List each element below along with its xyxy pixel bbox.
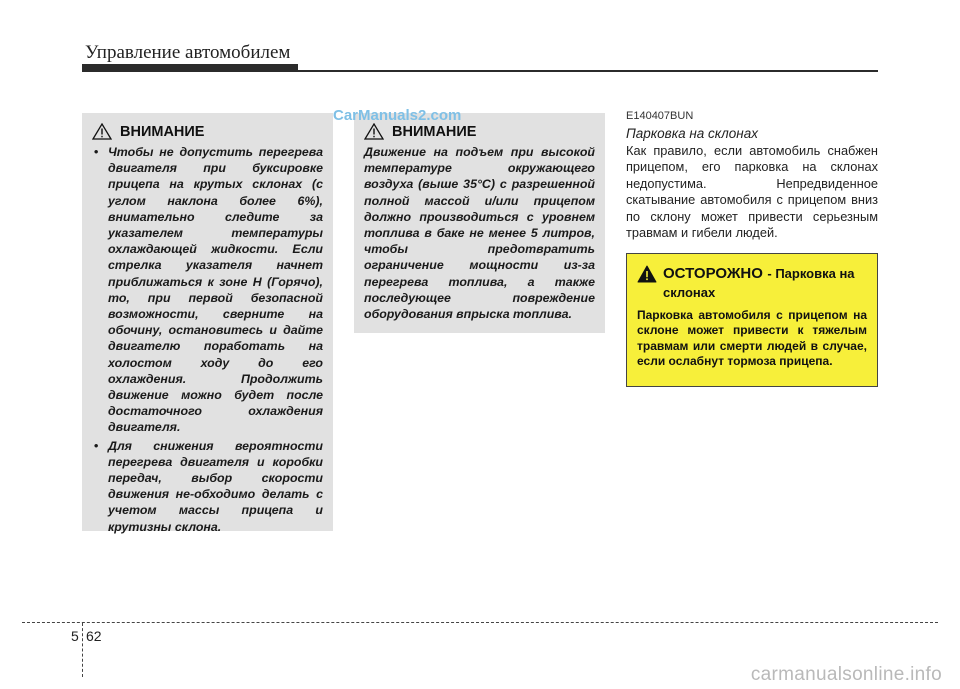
section-body-text: Как правило, если автомобиль снабжен прицепом, его парковка на склонах недопустима. Непредвиденное скатывание автомобиля с прицепом вниз по склону может привести серьезным травмам и гибели людей.	[626, 143, 878, 241]
footer-divider	[82, 623, 83, 677]
caution-text: Парковка автомобиля с прицепом на склоне может привести к тяжелым травмам или смерти людей в случае, если ослабнут тормоза прицепа.	[637, 308, 867, 369]
warning-list-left	[92, 144, 323, 535]
warning-item: • Чтобы не допустить перегрева двигателя при буксировке прицепа на крутых склонах (с углом наклона более 6%), внимательно следите за указателем температуры охлаждающей жидкости. Если стрелка указателя начнет приближаться к зоне H (Горячо), то, при первой безопасной возможности, сверните на обочину, остановитесь и дайте двигателю поработать на холостом ходу до его охлаждения. Продолжить движение можно будет после достаточного охлаждения двигателя.	[92, 144, 323, 436]
warning-text-middle: Движение на подъем при высокой температуре окружающего воздуха (выше 35°C) с разрешенной полной массой и/или прицепом должно производиться с уровнем топлива в баке не менее 5 литров, чтобы предотвратить ограничение мощности из-за перегрева топлива, а также последующее повреждение оборудования впрыска топлива.	[364, 145, 595, 322]
caution-title	[637, 264, 867, 302]
warning-triangle-outline-icon	[364, 123, 384, 140]
warning-title-middle-text: ВНИМАНИЕ	[392, 123, 477, 140]
warning-title-middle	[364, 123, 595, 140]
caution-box	[626, 253, 878, 387]
warning-triangle-outline-icon	[92, 123, 112, 140]
warning-title-left-text: ВНИМАНИЕ	[120, 123, 205, 140]
section-number: 5	[71, 628, 79, 644]
watermark-bottom: carmanualsonline.info	[750, 664, 942, 685]
warning-item: • Для снижения вероятности перегрева двигателя и коробки передач, выбор скорости движения не-обходимо делать с учетом массы прицепа и крутизны склона.	[92, 438, 323, 535]
caution-title-main: ОСТОРОЖНО	[663, 265, 763, 282]
section-code: E140407BUN	[626, 110, 694, 122]
page-number: 62	[86, 628, 102, 644]
warning-box-middle	[354, 113, 605, 333]
watermark-top: CarManuals2.com	[333, 107, 462, 124]
footer-rule	[22, 622, 938, 623]
section-heading: Парковка на склонах	[626, 126, 758, 141]
warning-triangle-filled-icon	[637, 265, 657, 283]
caution-title-sub: - Парковка на склонах	[663, 266, 855, 300]
warning-title-left	[92, 123, 323, 140]
header-title: Управление автомобилем	[85, 42, 291, 63]
warning-box-left	[82, 113, 333, 534]
header-rule-thin	[82, 70, 878, 72]
